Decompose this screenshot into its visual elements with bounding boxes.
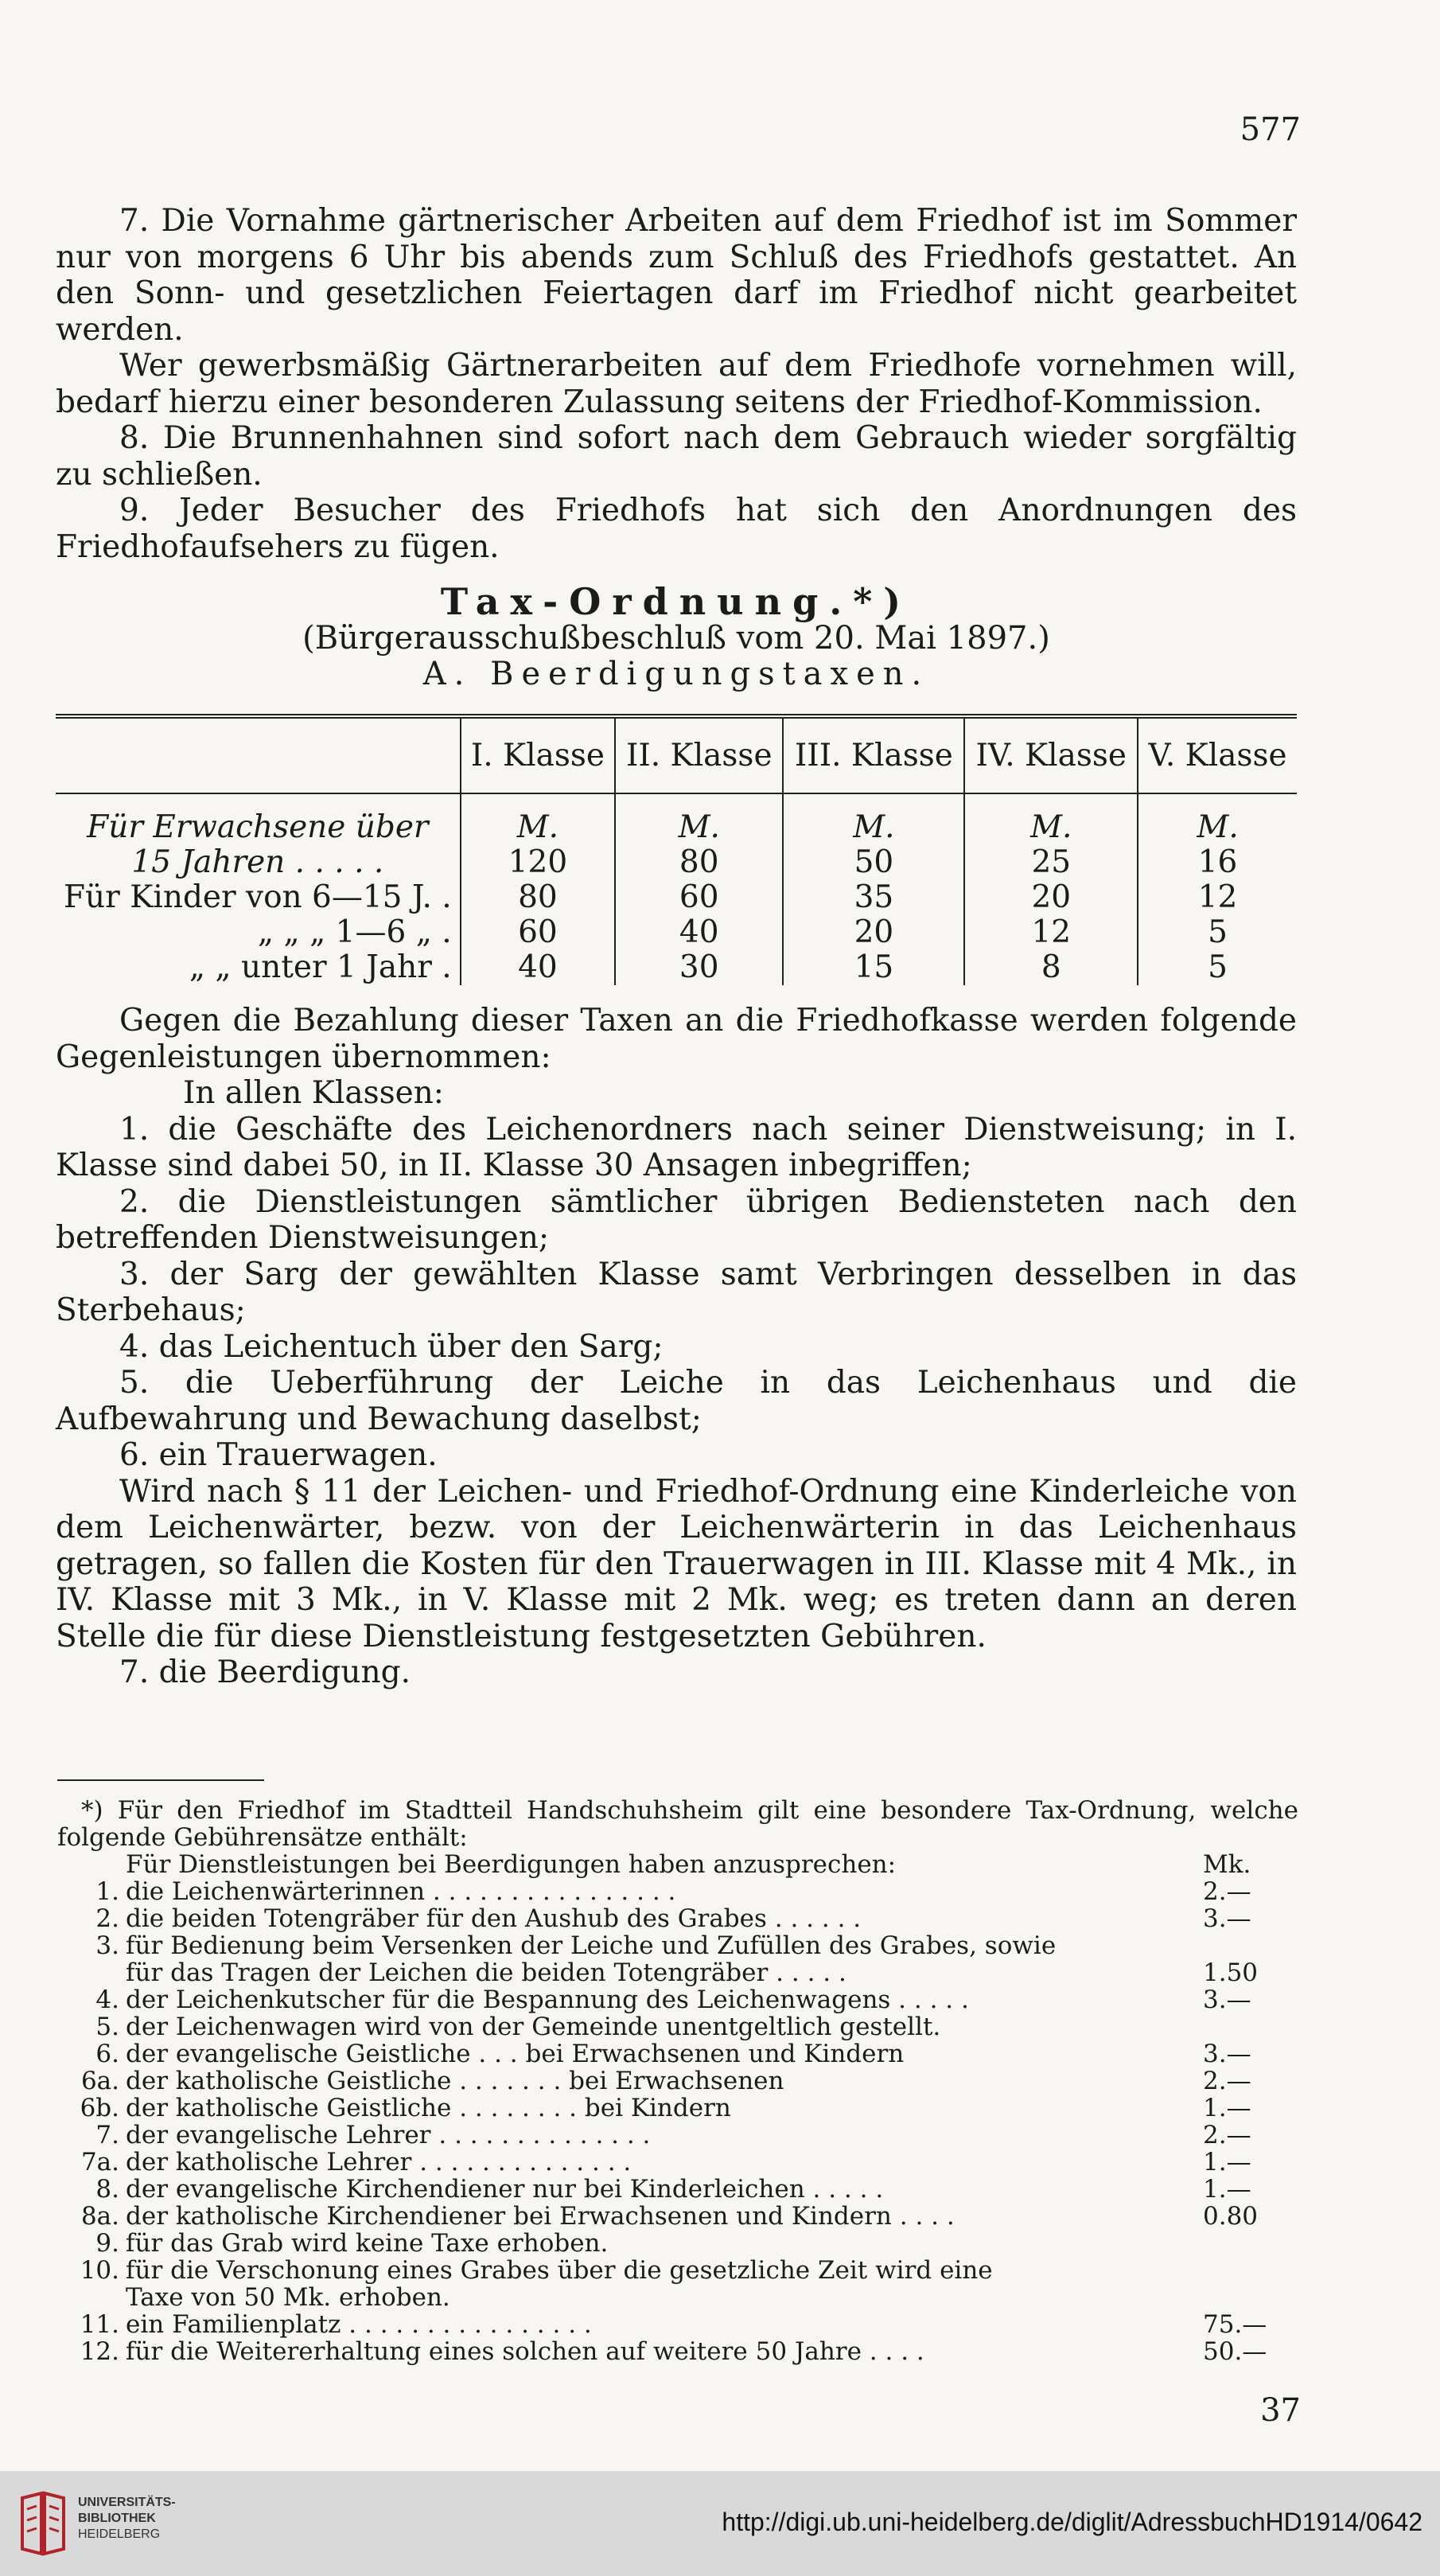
heading-section-a: A. Beerdigungstaxen. (422, 656, 930, 692)
paragraph-commercial-gardening: Wer gewerbsmäßig Gärtnerarbeiten auf dem Friedhofe vornehmen will, bedarf hierzu einer besonderen Zulassung seitens der Friedhof-Kommission. (56, 348, 1297, 420)
list-item (57, 2149, 1298, 2176)
unit-cell: M. (461, 793, 615, 845)
fee-cell: 35 (783, 880, 964, 915)
fee-cell: 80 (615, 845, 783, 880)
item-number: 8a. (80, 2202, 119, 2231)
services-note: Wird nach § 11 der Leichen- und Friedhof-Ordnung eine Kinderleiche von dem Leichenwärter, bezw. von der Leichenwärterin in das Leichenhaus getragen, so fallen die Kosten für den Trauerwagen in III. Klasse mit 4 Mk., in IV. Klasse mit 3 Mk., in V. Klasse mit 2 Mk. weg; es treten dann an deren Stelle die für diese Dienstleistung festgesetzten Gebühren. (56, 1473, 1297, 1654)
row-label-children-6-15: Für Kinder von 6—15 J. . (64, 879, 452, 915)
row-label-adults: Für Erwachsene über 15 Jahren . . . . . (87, 809, 429, 880)
paragraph-9: 9. Jeder Besucher des Friedhofs hat sich den Anordnungen des Friedhofaufsehers zu fügen. (56, 493, 1297, 565)
source-url-link[interactable]: http://digi.ub.uni-heidelberg.de/diglit/AdressbuchHD1914/0642 (722, 2508, 1422, 2536)
row-label-children-1-6: „ „ „ 1—6 „ . (257, 914, 452, 950)
fee-cell: 120 (461, 845, 615, 880)
item-text: die Leichenwärterinnen . . . . . . . . . . . . . . . . (126, 1877, 676, 1906)
page-number-bottom: 37 (1260, 2392, 1301, 2429)
fee-cell: 5 (1138, 950, 1297, 985)
fee-cell: 40 (461, 950, 615, 985)
service-item: 6. ein Trauerwagen. (119, 1437, 438, 1473)
table-row (56, 880, 1297, 915)
fee-cell: 50 (783, 845, 964, 880)
table-row (56, 793, 1297, 845)
footnote-header-text: Für Dienstleistungen bei Beerdigungen haben anzusprechen: (126, 1850, 897, 1879)
footnote-fee-list (57, 1878, 1298, 2365)
item-text: die beiden Totengräber für den Aushub des Grabes . . . . . . (126, 1904, 862, 1933)
row-label-under-1: „ „ unter 1 Jahr . (189, 949, 452, 985)
item-amount: 1.— (1203, 2148, 1251, 2177)
footnote-intro: *) Für den Friedhof im Stadtteil Handschuhsheim gilt eine besondere Tax-Ordnung, welche folgende Gebührensätze enthält: (57, 1796, 1298, 1852)
item-text: der katholische Lehrer . . . . . . . . . . . . . . (126, 2148, 632, 2177)
item-number: 3. (95, 1931, 119, 1960)
service-item: 3. der Sarg der gewählten Klasse samt Verbringen desselben in das Sterbehaus; (56, 1256, 1297, 1328)
column-header-class-1: I. Klasse (461, 716, 615, 794)
item-number: 2. (95, 1904, 119, 1933)
item-text: der evangelische Lehrer . . . . . . . . . . . . . . (126, 2121, 651, 2149)
library-name (78, 2495, 176, 2543)
list-item (57, 2311, 1298, 2338)
item-number: 11. (80, 2310, 119, 2339)
paragraph-7: 7. Die Vornahme gärtnerischer Arbeiten auf dem Friedhof ist im Sommer nur von morgens 6 Uhr bis abends zum Schluß des Friedhofs gestattet. An den Sonn- und gesetzlichen Feiertagen darf im Friedhof nicht gearbeitet werden. (56, 203, 1297, 348)
item-number: 6a. (80, 2067, 119, 2095)
burial-fee-table (56, 714, 1297, 986)
item-number: 7. (95, 2121, 119, 2149)
item-text: für das Grab wird keine Taxe erhoben. (126, 2229, 609, 2258)
item-number: 6. (95, 2040, 119, 2068)
item-number: 7a. (80, 2148, 119, 2177)
page-number-top: 577 (1240, 111, 1301, 148)
item-number: 8. (95, 2175, 119, 2204)
item-text: für Bedienung beim Versenken der Leiche und Zufüllen des Grabes, sowie (126, 1931, 1057, 1960)
fee-cell: 60 (461, 915, 615, 950)
list-item (57, 2176, 1298, 2203)
fee-cell: 16 (1138, 845, 1297, 880)
item-text: Taxe von 50 Mk. erhoben. (126, 2283, 450, 2312)
paragraph-8: 8. Die Brunnenhahnen sind sofort nach dem Gebrauch wieder sorgfältig zu schließen. (56, 420, 1297, 493)
unit-cell: M. (1138, 793, 1297, 845)
fee-cell: 60 (615, 880, 783, 915)
footnote-rule (57, 1779, 264, 1781)
unit-cell: M. (783, 793, 964, 845)
list-item (57, 2040, 1298, 2067)
item-text: der Leichenwagen wird von der Gemeinde unentgeltlich gestellt. (126, 2013, 941, 2041)
item-text: der katholische Geistliche . . . . . . . . bei Kindern (126, 2094, 731, 2122)
fee-cell: 30 (615, 950, 783, 985)
item-amount: 50.— (1203, 2337, 1267, 2366)
unit-cell: M. (964, 793, 1138, 845)
services-intro: Gegen die Bezahlung dieser Taxen an die Friedhofkasse werden folgende Gegenleistungen übernommen: (56, 1003, 1297, 1075)
fee-cell: 12 (964, 915, 1138, 950)
item-text: der evangelische Kirchendiener nur bei Kinderleichen . . . . . (126, 2175, 884, 2204)
table-row (56, 950, 1297, 985)
list-item (57, 2284, 1298, 2311)
fee-cell: 15 (783, 950, 964, 985)
item-number: 5. (95, 2013, 119, 2041)
item-text: der katholische Kirchendiener bei Erwachsenen und Kindern . . . . (126, 2202, 955, 2231)
library-name-line-1: UNIVERSITÄTS- (78, 2496, 176, 2509)
item-amount: 0.80 (1203, 2202, 1259, 2231)
list-item (57, 2067, 1298, 2095)
fee-cell: 5 (1138, 915, 1297, 950)
item-number: 9. (95, 2229, 119, 2258)
item-amount: 3.— (1203, 1904, 1251, 1933)
services-all-classes: In allen Klassen: (183, 1075, 444, 1111)
footnote-header-unit: Mk. (1203, 1850, 1251, 1879)
unit-cell: M. (615, 793, 783, 845)
item-text: der evangelische Geistliche . . . bei Erwachsenen und Kindern (126, 2040, 905, 2068)
list-item (57, 1905, 1298, 1932)
item-amount: 2.— (1203, 2067, 1251, 2095)
service-item-last: 7. die Beerdigung. (119, 1654, 411, 1690)
service-item: 2. die Dienstleistungen sämtlicher übrigen Bediensteten nach den betreffenden Dienstweisungen; (56, 1183, 1297, 1256)
heading-tax-order: Tax-Ordnung.*) (440, 580, 913, 623)
item-text: der katholische Geistliche . . . . . . . bei Erwachsenen (126, 2067, 784, 2095)
list-item (57, 2013, 1298, 2040)
fee-cell: 25 (964, 845, 1138, 880)
column-header-class-2: II. Klasse (615, 716, 783, 794)
item-amount: 2.— (1203, 1877, 1251, 1906)
item-amount: 2.— (1203, 2121, 1251, 2149)
service-item: 4. das Leichentuch über den Sarg; (119, 1328, 664, 1365)
library-name-line-2: BIBLIOTHEK (78, 2512, 156, 2525)
fee-cell: 12 (1138, 880, 1297, 915)
item-number: 12. (80, 2337, 119, 2366)
item-amount: 1.50 (1203, 1958, 1259, 1987)
fee-table-corner (56, 716, 461, 794)
library-name-line-3: HEIDELBERG (78, 2527, 161, 2541)
item-number: 10. (80, 2256, 119, 2285)
table-row (56, 915, 1297, 950)
footnote (57, 1797, 1298, 2365)
fee-cell: 8 (964, 950, 1138, 985)
item-text: für die Weitererhaltung eines solchen auf weitere 50 Jahre . . . . (126, 2337, 924, 2366)
item-amount: 3.— (1203, 1986, 1251, 2014)
item-number: 4. (95, 1986, 119, 2014)
fee-cell: 20 (783, 915, 964, 950)
list-item (57, 2338, 1298, 2365)
list-item (57, 2095, 1298, 2122)
list-item (57, 1959, 1298, 1986)
list-item (57, 1878, 1298, 1905)
fee-cell: 20 (964, 880, 1138, 915)
footnote-header (57, 1851, 1298, 1878)
viewer-footer-bar (0, 2471, 1440, 2576)
item-amount: 1.— (1203, 2175, 1251, 2204)
main-text (56, 203, 1297, 1691)
column-header-class-3: III. Klasse (783, 716, 964, 794)
item-text: ein Familienplatz . . . . . . . . . . . . . . . . (126, 2310, 592, 2339)
column-header-class-4: IV. Klasse (964, 716, 1138, 794)
fee-table-header-row (56, 716, 1297, 794)
fee-cell: 40 (615, 915, 783, 950)
list-item (57, 2203, 1298, 2230)
item-amount: 3.— (1203, 2040, 1251, 2068)
list-item (57, 2257, 1298, 2284)
list-item (57, 2122, 1298, 2149)
list-item (57, 2230, 1298, 2257)
item-text: für die Verschonung eines Grabes über die gesetzliche Zeit wird eine (126, 2256, 993, 2285)
list-item (57, 1932, 1298, 1959)
service-item: 1. die Geschäfte des Leichenordners nach seiner Dienstweisung; in I. Klasse sind dabei 50, in II. Klasse 30 Ansagen inbegriffen; (56, 1111, 1297, 1183)
service-item: 5. die Ueberführung der Leiche in das Leichenhaus und die Aufbewahrung und Bewachung daselbst; (56, 1365, 1297, 1437)
item-number: 1. (95, 1877, 119, 1906)
item-number: 6b. (80, 2094, 119, 2122)
fee-cell: 80 (461, 880, 615, 915)
item-amount: 75.— (1203, 2310, 1267, 2339)
item-text: für das Tragen der Leichen die beiden Totengräber . . . . . (126, 1958, 846, 1987)
item-amount: 1.— (1203, 2094, 1251, 2122)
heading-resolution: (Bürgerausschußbeschluß vom 20. Mai 1897.) (302, 619, 1050, 657)
column-header-class-5: V. Klasse (1138, 716, 1297, 794)
university-library-logo-icon (18, 2490, 68, 2557)
list-item (57, 1986, 1298, 2013)
item-text: der Leichenkutscher für die Bespannung des Leichenwagens . . . . . (126, 1986, 969, 2014)
